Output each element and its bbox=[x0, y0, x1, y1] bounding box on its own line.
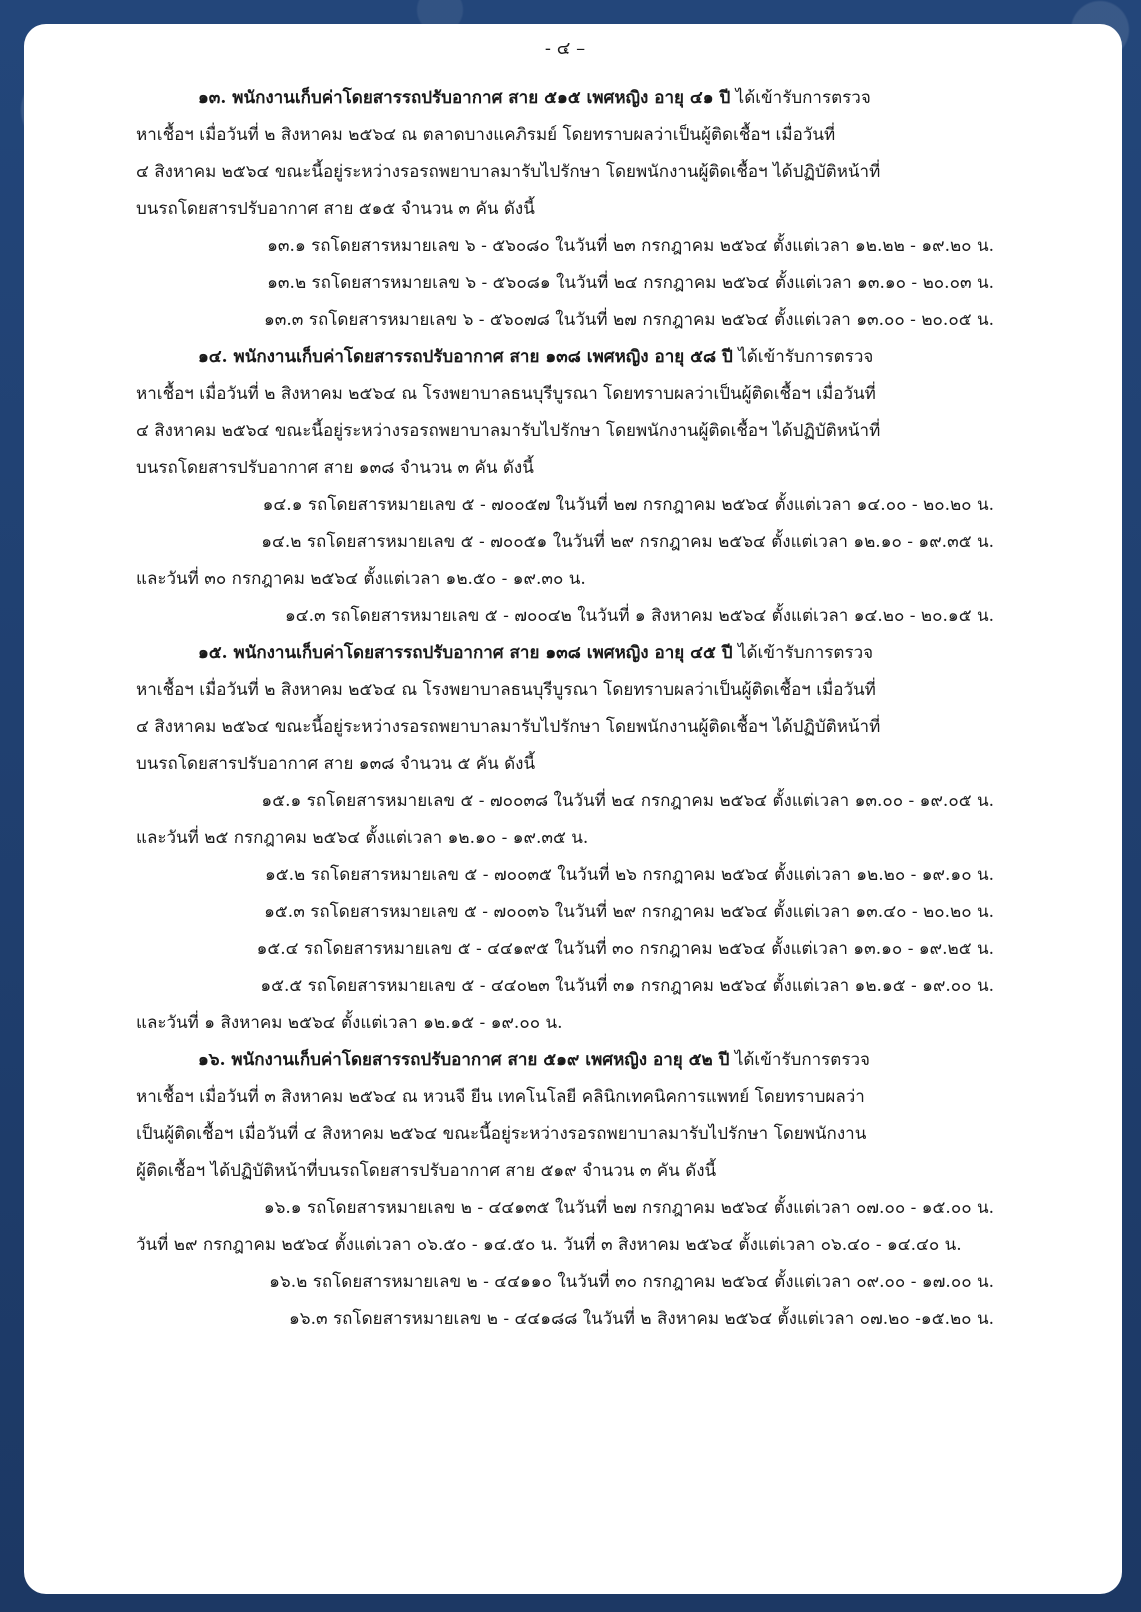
bus-entry-line: ๑๕.๑ รถโดยสารหมายเลข ๕ - ๗๐๐๓๘ ในวันที่ ๒๔ กรกฎาคม ๒๕๖๔ ตั้งแต่เวลา ๑๓.๐๐ - ๑๙.๐๕ น. bbox=[261, 791, 994, 811]
section-heading-rest: ได้เข้ารับการตรวจ bbox=[730, 88, 871, 108]
body-text-line: วันที่ ๒๙ กรกฎาคม ๒๕๖๔ ตั้งแต่เวลา ๐๖.๕๐ - ๑๔.๕๐ น. วันที่ ๓ สิงหาคม ๒๕๖๔ ตั้งแต่เวลา ๐๖.๔๐ - ๑๔.๔๐ น. bbox=[136, 1235, 962, 1255]
page-number: - ๔ – bbox=[544, 38, 586, 59]
body-text-line: หาเชื้อฯ เมื่อวันที่ ๒ สิงหาคม ๒๕๖๔ ณ โรงพยาบาลธนบุรีบูรณา โดยทราบผลว่าเป็นผู้ติดเชื้อฯ เมื่อวันที่ bbox=[136, 680, 876, 700]
bus-entry-line: ๑๖.๑ รถโดยสารหมายเลข ๒ - ๔๔๑๓๕ ในวันที่ ๒๗ กรกฎาคม ๒๕๖๔ ตั้งแต่เวลา ๐๗.๐๐ - ๑๕.๐๐ น. bbox=[263, 1198, 994, 1218]
body-text-line: ๔ สิงหาคม ๒๕๖๔ ขณะนี้อยู่ระหว่างรอรถพยาบาลมารับไปรักษา โดยพนักงานผู้ติดเชื้อฯ ได้ปฏิบัติหน้าที่ bbox=[136, 717, 881, 737]
body-text-line: บนรถโดยสารปรับอากาศ สาย ๑๓๘ จำนวน ๕ คัน ดังนี้ bbox=[136, 754, 536, 774]
bus-entry-line: ๑๕.๓ รถโดยสารหมายเลข ๕ - ๗๐๐๓๖ ในวันที่ ๒๙ กรกฎาคม ๒๕๖๔ ตั้งแต่เวลา ๑๓.๔๐ - ๒๐.๒๐ น. bbox=[264, 902, 994, 922]
body-text-line: ผู้ติดเชื้อฯ ได้ปฏิบัติหน้าที่บนรถโดยสารปรับอากาศ สาย ๕๑๙ จำนวน ๓ คัน ดังนี้ bbox=[136, 1161, 717, 1181]
bus-entry-line: ๑๕.๒ รถโดยสารหมายเลข ๕ - ๗๐๐๓๕ ในวันที่ ๒๖ กรกฎาคม ๒๕๖๔ ตั้งแต่เวลา ๑๒.๒๐ - ๑๙.๑๐ น. bbox=[264, 865, 994, 885]
section-heading-line bbox=[136, 80, 994, 117]
section-heading-rest: ได้เข้ารับการตรวจ bbox=[732, 347, 874, 367]
body-text-line: และวันที่ ๓๐ กรกฎาคม ๒๕๖๔ ตั้งแต่เวลา ๑๒.๕๐ - ๑๙.๓๐ น. bbox=[136, 569, 586, 589]
section-heading-bold: ๑๔. พนักงานเก็บค่าโดยสารรถปรับอากาศ สาย ๑๓๘ เพศหญิง อายุ ๕๘ ปี bbox=[198, 347, 733, 367]
body-text-line: หาเชื้อฯ เมื่อวันที่ ๒ สิงหาคม ๒๕๖๔ ณ ตลาดบางแคภิรมย์ โดยทราบผลว่าเป็นผู้ติดเชื้อฯ เมื่อวันที่ bbox=[136, 125, 836, 145]
bus-entry-line: ๑๔.๓ รถโดยสารหมายเลข ๕ - ๗๐๐๔๒ ในวันที่ ๑ สิงหาคม ๒๕๖๔ ตั้งแต่เวลา ๑๔.๒๐ - ๒๐.๑๕ น. bbox=[284, 606, 994, 626]
bus-entry-line: ๑๓.๑ รถโดยสารหมายเลข ๖ - ๕๖๐๘๐ ในวันที่ ๒๓ กรกฎาคม ๒๕๖๔ ตั้งแต่เวลา ๑๒.๒๒ - ๑๙.๒๐ น. bbox=[267, 236, 994, 256]
body-text-line: และวันที่ ๒๕ กรกฎาคม ๒๕๖๔ ตั้งแต่เวลา ๑๒.๑๐ - ๑๙.๓๕ น. bbox=[136, 828, 589, 848]
body-text-line: บนรถโดยสารปรับอากาศ สาย ๕๑๕ จำนวน ๓ คัน ดังนี้ bbox=[136, 199, 535, 219]
body-text-line: ๔ สิงหาคม ๒๕๖๔ ขณะนี้อยู่ระหว่างรอรถพยาบาลมารับไปรักษา โดยพนักงานผู้ติดเชื้อฯ ได้ปฏิบัติหน้าที่ bbox=[136, 162, 881, 182]
bus-entry-line: ๑๖.๓ รถโดยสารหมายเลข ๒ - ๔๔๑๘๘ ในวันที่ ๒ สิงหาคม ๒๕๖๔ ตั้งแต่เวลา ๐๗.๒๐ -๑๕.๒๐ น. bbox=[289, 1309, 994, 1329]
bus-entry-line: ๑๔.๑ รถโดยสารหมายเลข ๕ - ๗๐๐๕๗ ในวันที่ ๒๗ กรกฎาคม ๒๕๖๔ ตั้งแต่เวลา ๑๔.๐๐ - ๒๐.๒๐ น. bbox=[262, 495, 994, 515]
body-text-line: เป็นผู้ติดเชื้อฯ เมื่อวันที่ ๔ สิงหาคม ๒๕๖๔ ขณะนี้อยู่ระหว่างรอรถพยาบาลมารับไปรักษา โดยพนักงาน bbox=[136, 1124, 867, 1144]
bus-entry-line: ๑๓.๒ รถโดยสารหมายเลข ๖ - ๕๖๐๘๑ ในวันที่ ๒๔ กรกฎาคม ๒๕๖๔ ตั้งแต่เวลา ๑๓.๑๐ - ๒๐.๐๓ น. bbox=[267, 273, 994, 293]
section-heading-bold: ๑๕. พนักงานเก็บค่าโดยสารรถปรับอากาศ สาย ๑๓๘ เพศหญิง อายุ ๔๕ ปี bbox=[198, 643, 733, 663]
section-heading-bold: ๑๓. พนักงานเก็บค่าโดยสารรถปรับอากาศ สาย ๕๑๕ เพศหญิง อายุ ๔๑ ปี bbox=[198, 88, 731, 108]
bus-entry-line: ๑๖.๒ รถโดยสารหมายเลข ๒ - ๔๔๑๑๐ ในวันที่ ๓๐ กรกฎาคม ๒๕๖๔ ตั้งแต่เวลา ๐๙.๐๐ - ๑๗.๐๐ น. bbox=[269, 1272, 994, 1292]
body-text-line: ๔ สิงหาคม ๒๕๖๔ ขณะนี้อยู่ระหว่างรอรถพยาบาลมารับไปรักษา โดยพนักงานผู้ติดเชื้อฯ ได้ปฏิบัติหน้าที่ bbox=[136, 421, 881, 441]
document-page bbox=[24, 24, 1122, 1594]
body-text-line: หาเชื้อฯ เมื่อวันที่ ๓ สิงหาคม ๒๕๖๔ ณ หวนจี ยีน เทคโนโลยี คลินิกเทคนิคการแพทย์ โดยทราบผลว่า bbox=[136, 1087, 865, 1107]
section-heading-rest: ได้เข้ารับการตรวจ bbox=[732, 643, 874, 663]
body-text-line: บนรถโดยสารปรับอากาศ สาย ๑๓๘ จำนวน ๓ คัน ดังนี้ bbox=[136, 458, 534, 478]
section-heading-line bbox=[136, 635, 994, 672]
section-heading-line bbox=[136, 1042, 994, 1079]
bus-entry-line: ๑๔.๒ รถโดยสารหมายเลข ๕ - ๗๐๐๕๑ ในวันที่ ๒๙ กรกฎาคม ๒๕๖๔ ตั้งแต่เวลา ๑๒.๑๐ - ๑๙.๓๕ น. bbox=[261, 532, 994, 552]
section-heading-line bbox=[136, 339, 994, 376]
document-body bbox=[136, 36, 994, 1338]
body-text-line: และวันที่ ๑ สิงหาคม ๒๕๖๔ ตั้งแต่เวลา ๑๒.๑๕ - ๑๙.๐๐ น. bbox=[136, 1013, 563, 1033]
bus-entry-line: ๑๕.๕ รถโดยสารหมายเลข ๕ - ๔๔๐๒๓ ในวันที่ ๓๑ กรกฎาคม ๒๕๖๔ ตั้งแต่เวลา ๑๒.๑๕ - ๑๙.๐๐ น. bbox=[260, 976, 994, 996]
section-heading-bold: ๑๖. พนักงานเก็บค่าโดยสารรถปรับอากาศ สาย ๕๑๙ เพศหญิง อายุ ๕๒ ปี bbox=[198, 1050, 730, 1070]
bus-entry-line: ๑๕.๔ รถโดยสารหมายเลข ๕ - ๔๔๑๙๕ ในวันที่ ๓๐ กรกฎาคม ๒๕๖๔ ตั้งแต่เวลา ๑๓.๑๐ - ๑๙.๒๕ น. bbox=[256, 939, 994, 959]
section-heading-rest: ได้เข้ารับการตรวจ bbox=[729, 1050, 870, 1070]
body-text-line: หาเชื้อฯ เมื่อวันที่ ๒ สิงหาคม ๒๕๖๔ ณ โรงพยาบาลธนบุรีบูรณา โดยทราบผลว่าเป็นผู้ติดเชื้อฯ เมื่อวันที่ bbox=[136, 384, 876, 404]
text-lines bbox=[136, 80, 994, 1338]
bus-entry-line: ๑๓.๓ รถโดยสารหมายเลข ๖ - ๕๖๐๗๘ ในวันที่ ๒๗ กรกฎาคม ๒๕๖๔ ตั้งแต่เวลา ๑๓.๐๐ - ๒๐.๐๕ น. bbox=[263, 310, 994, 330]
